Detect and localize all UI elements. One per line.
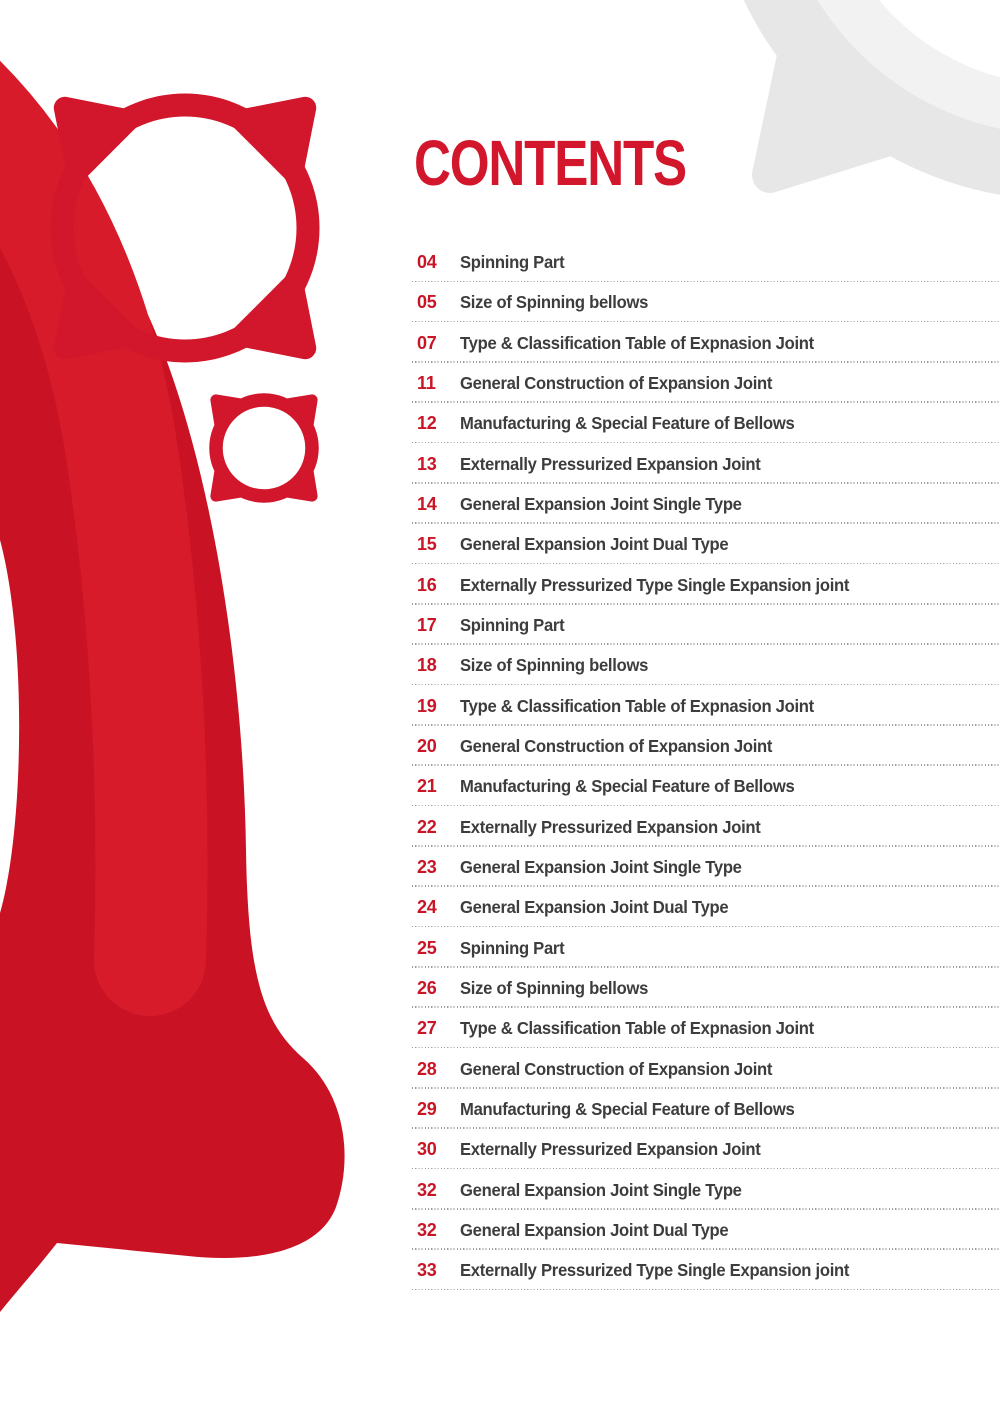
toc-row — [412, 449, 1000, 489]
toc-item-title: General Expansion Joint Single Type — [460, 856, 742, 877]
toc-page-number: 13 — [417, 453, 437, 474]
toc-page-number: 04 — [417, 252, 437, 272]
toc-page-number: 30 — [417, 1139, 437, 1160]
toc-row — [412, 529, 1000, 569]
dotted-separator — [412, 966, 1000, 968]
toc-page-number: 14 — [417, 493, 437, 514]
toc-row — [412, 1094, 1000, 1134]
toc-page-number: 25 — [417, 937, 437, 958]
dotted-separator — [412, 401, 1000, 403]
toc-page-number: 26 — [417, 977, 437, 998]
toc-page-number: 19 — [417, 695, 437, 716]
toc-item-title: General Construction of Expansion Joint — [460, 735, 773, 756]
toc-item-title: General Construction of Expansion Joint — [460, 372, 773, 393]
toc-row — [412, 489, 1000, 529]
toc-page-number: 32 — [417, 1179, 437, 1200]
toc-page-number: 21 — [417, 776, 437, 797]
toc-page-number: 05 — [417, 292, 437, 313]
toc-row — [412, 771, 1000, 811]
toc-item-title: Externally Pressurized Expansion Joint — [460, 816, 761, 837]
toc-row — [412, 892, 1000, 932]
dotted-separator — [412, 885, 1000, 887]
small-bellows-ring-graphic — [216, 400, 312, 496]
toc-item-title: General Expansion Joint Dual Type — [460, 897, 729, 918]
dotted-separator — [412, 1168, 1000, 1170]
toc-item-title: Spinning Part — [460, 937, 565, 958]
toc-page-number: 27 — [417, 1018, 437, 1039]
toc-item-title: Type & Classification Table of Expnasion Joint — [460, 1018, 814, 1039]
page-title: CONTENTS — [414, 127, 686, 199]
toc-row — [412, 1013, 1000, 1053]
toc-row — [412, 610, 1000, 650]
dotted-separator — [412, 1127, 1000, 1129]
toc-item-title: General Expansion Joint Dual Type — [460, 534, 729, 555]
toc-row — [412, 812, 1000, 852]
toc-page-number: 22 — [417, 816, 437, 837]
dotted-separator — [412, 281, 1000, 283]
toc-row — [412, 328, 1000, 368]
dotted-separator — [412, 361, 1000, 363]
toc-item-title: General Construction of Expansion Joint — [460, 1058, 773, 1079]
toc-page-number: 11 — [417, 372, 436, 393]
dotted-separator — [412, 805, 1000, 807]
toc-page-number: 24 — [417, 897, 437, 918]
toc-item-title: Externally Pressurized Type Single Expansion joint — [460, 1260, 850, 1281]
toc-item-title: Size of Spinning bellows — [460, 655, 649, 676]
toc-row — [412, 287, 1000, 327]
toc-row — [412, 1134, 1000, 1174]
toc-page-number: 15 — [417, 534, 437, 555]
toc-row — [412, 408, 1000, 448]
toc-item-title: Externally Pressurized Expansion Joint — [460, 453, 761, 474]
dotted-separator — [412, 1006, 1000, 1008]
toc-page-number: 16 — [417, 574, 437, 595]
toc-row — [412, 691, 1000, 731]
toc-item-title: Externally Pressurized Expansion Joint — [460, 1139, 761, 1160]
dotted-separator — [412, 1248, 1000, 1250]
toc-row — [412, 570, 1000, 610]
toc-row — [412, 650, 1000, 690]
toc-item-title: Spinning Part — [460, 252, 565, 272]
toc-row — [412, 1175, 1000, 1215]
dotted-separator — [412, 684, 1000, 686]
toc-page-number: 28 — [417, 1058, 437, 1079]
toc-item-title: Externally Pressurized Type Single Expansion joint — [460, 574, 850, 595]
gray-bellows-ring-graphic — [743, 0, 1000, 175]
toc-row — [412, 247, 1000, 287]
toc-page-number: 33 — [417, 1260, 437, 1281]
toc-item-title: General Expansion Joint Dual Type — [460, 1219, 729, 1240]
toc-row — [412, 933, 1000, 973]
toc-item-title: Size of Spinning bellows — [460, 292, 649, 313]
toc-row — [412, 731, 1000, 771]
toc-list — [412, 247, 1000, 1296]
toc-item-title: Type & Classification Table of Expnasion Joint — [460, 332, 814, 353]
toc-row — [412, 852, 1000, 892]
dotted-separator — [412, 522, 1000, 524]
toc-item-title: Manufacturing & Special Feature of Bellows — [460, 1098, 795, 1119]
dotted-separator — [412, 1289, 1000, 1291]
dotted-separator — [412, 482, 1000, 484]
toc-page-number: 23 — [417, 856, 437, 877]
dotted-separator — [412, 1087, 1000, 1089]
toc-item-title: Type & Classification Table of Expnasion Joint — [460, 695, 814, 716]
toc-page-number: 17 — [417, 614, 437, 635]
dotted-separator — [412, 845, 1000, 847]
toc-row — [412, 1255, 1000, 1295]
dotted-separator — [412, 321, 1000, 323]
toc-item-title: Manufacturing & Special Feature of Bellows — [460, 413, 795, 434]
dotted-separator — [412, 643, 1000, 645]
toc-item-title: Spinning Part — [460, 614, 565, 635]
toc-row — [412, 1054, 1000, 1094]
dotted-separator — [412, 724, 1000, 726]
dotted-separator — [412, 442, 1000, 444]
toc-item-title: General Expansion Joint Single Type — [460, 493, 742, 514]
toc-page-number: 20 — [417, 735, 437, 756]
toc-row — [412, 973, 1000, 1013]
dotted-separator — [412, 1208, 1000, 1210]
toc-row — [412, 1215, 1000, 1255]
dotted-separator — [412, 764, 1000, 766]
toc-page-number: 32 — [417, 1219, 437, 1240]
dotted-separator — [412, 926, 1000, 928]
dotted-separator — [412, 1047, 1000, 1049]
toc-page-number: 12 — [417, 413, 437, 434]
toc-page-number: 29 — [417, 1098, 437, 1119]
toc-page-number: 07 — [417, 332, 437, 353]
dotted-separator — [412, 563, 1000, 565]
toc-item-title: General Expansion Joint Single Type — [460, 1179, 742, 1200]
dotted-separator — [412, 603, 1000, 605]
toc-page-number: 18 — [417, 655, 437, 676]
toc-item-title: Size of Spinning bellows — [460, 977, 649, 998]
toc-item-title: Manufacturing & Special Feature of Bellows — [460, 776, 795, 797]
bellows-ring-band — [216, 400, 312, 496]
toc-row — [412, 368, 1000, 408]
